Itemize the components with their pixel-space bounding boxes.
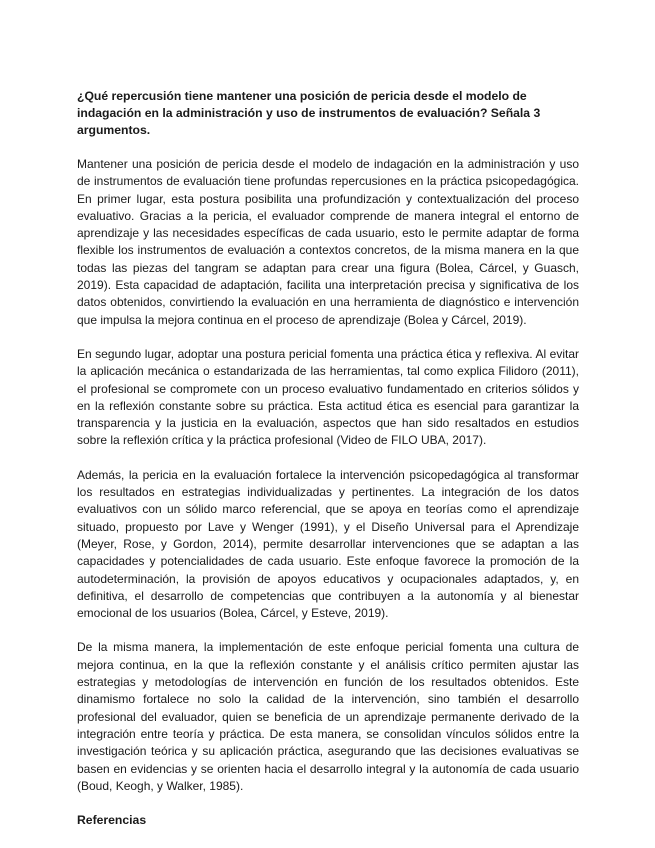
question-heading: ¿Qué repercusión tiene mantener una posición de pericia desde el modelo de indagación en la administración y uso de instrumentos de evaluación? Señala 3 argumentos. [77,89,541,137]
references-heading: Referencias [77,813,147,828]
paragraph-4: De la misma manera, la implementación de este enfoque pericial fomenta una cultura de mejora continua, en la que la reflexión constante y el análisis crítico permiten ajustar las estrategias y metodologías de intervención en función de los resultados obtenidos. Este dinamismo fortalece no solo la calidad de la intervención, sino también el desarrollo profesional del evaluador, quien se beneficia de un aprendizaje permanente derivado de la integración entre teoría y práctica. De esta manera, se consolidan vínculos sólidos entre la investigación teórica y su aplicación práctica, asegurando que las decisiones evaluativas se basen en evidencias y se orienten hacia el desarrollo integral y la autonomía de cada usuario (Boud, Keogh, y Walker, 1985). [77,640,579,793]
paragraph-3: Además, la pericia en la evaluación fortalece la intervención psicopedagógica al transformar los resultados en estrategias individualizadas y pertinentes. La integración de los datos evaluativos con un sólido marco referencial, que se apoya en teorías como el aprendizaje situado, propuesto por Lave y Wenger (1991), y el Diseño Universal para el Aprendizaje (Meyer, Rose, y Gordon, 2014), permite desarrollar intervenciones que se adaptan a las capacidades y potencialidades de cada usuario. Este enfoque favorece la promoción de la autodeterminación, la provisión de apoyos educativos y ocupacionales adaptados, y, en definitiva, el desarrollo de competencias que contribuyen a la autonomía y al bienestar emocional de los usuarios (Bolea, Cárcel, y Esteve, 2019). [77,467,579,621]
paragraph-1: Mantener una posición de pericia desde el modelo de indagación en la administración y uso de instrumentos de evaluación tiene profundas repercusiones en la práctica psicopedagógica. En primer lugar, esta postura posibilita una profundización y contextualización del proceso evaluativo. Gracias a la pericia, el evaluador comprende de manera integral el entorno de aprendizaje y las necesidades específicas de cada usuario, esto le permite adaptar de forma flexible los instrumentos de evaluación a contextos concretos, de la misma manera en la que todas las piezas del tangram se adaptan para crear una figura (Bolea, Cárcel, y Guasch, 2019). Esta capacidad de adaptación, facilita una interpretación precisa y significativa de los datos obtenidos, convirtiendo la evaluación en una herramienta de diagnóstico e intervención que impulsa la mejora continua en el proceso de aprendizaje (Bolea y Cárcel, 2019). [77,157,579,327]
document-page [77,88,579,829]
paragraph-2: En segundo lugar, adoptar una postura pericial fomenta una práctica ética y reflexiva. Al evitar la aplicación mecánica o estandarizada de las herramientas, tal como explica Filidoro (2011), el profesional se compromete con un proceso evaluativo fundamentado en criterios sólidos y en la reflexión constante sobre su práctica. Esta actitud ética es esencial para garantizar la transparencia y la justicia en la evaluación, aspectos que han sido resaltados en estudios sobre la reflexión crítica y la práctica profesional (Video de FILO UBA, 2017). [77,346,579,448]
